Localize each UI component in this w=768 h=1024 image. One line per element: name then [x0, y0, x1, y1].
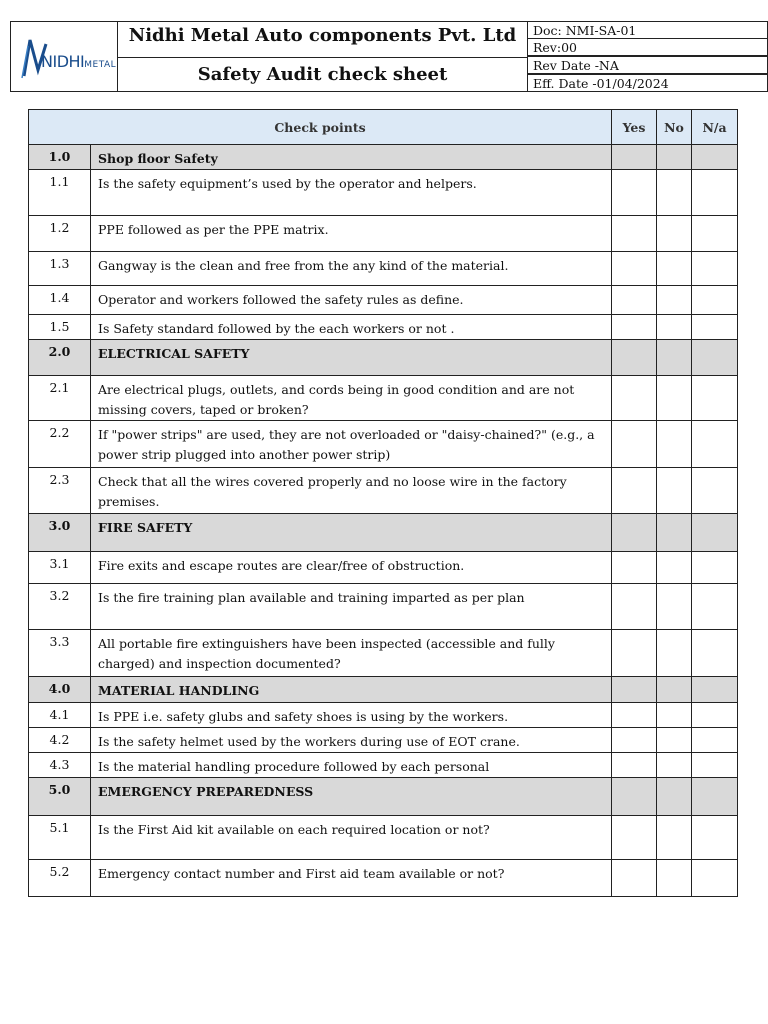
na-cell[interactable]	[692, 753, 738, 778]
checklist-table	[28, 109, 738, 897]
table-row	[29, 315, 738, 340]
section-row	[29, 514, 738, 552]
section-title: ELECTRICAL SAFETY	[91, 340, 612, 376]
na-cell[interactable]	[692, 170, 738, 216]
item-number: 4.0	[29, 677, 91, 703]
yes-cell[interactable]	[612, 286, 657, 315]
no-cell[interactable]	[657, 252, 692, 286]
yes-cell[interactable]	[612, 170, 657, 216]
section-title: EMERGENCY PREPAREDNESS	[91, 778, 612, 816]
no-cell[interactable]	[657, 816, 692, 860]
check-point-text: PPE followed as per the PPE matrix.	[91, 216, 612, 252]
section-row	[29, 677, 738, 703]
check-point-text: Operator and workers followed the safety rules as define.	[91, 286, 612, 315]
item-number: 1.0	[29, 145, 91, 170]
no-cell[interactable]	[657, 584, 692, 630]
item-number: 1.1	[29, 170, 91, 216]
check-point-text: Is the First Aid kit available on each required location or not?	[91, 816, 612, 860]
item-number: 5.1	[29, 816, 91, 860]
item-number: 3.1	[29, 552, 91, 584]
na-cell	[692, 514, 738, 552]
no-cell	[657, 514, 692, 552]
na-cell[interactable]	[692, 468, 738, 514]
na-cell[interactable]	[692, 315, 738, 340]
na-cell[interactable]	[692, 286, 738, 315]
na-cell[interactable]	[692, 728, 738, 753]
check-point-text: Check that all the wires covered properly and no loose wire in the factory premises.	[91, 468, 612, 514]
na-cell	[692, 778, 738, 816]
yes-cell[interactable]	[612, 584, 657, 630]
check-point-text: Fire exits and escape routes are clear/free of obstruction.	[91, 552, 612, 584]
title-cell	[117, 57, 528, 92]
item-number: 2.1	[29, 376, 91, 421]
no-cell[interactable]	[657, 753, 692, 778]
check-point-text: Is the safety equipment’s used by the operator and helpers.	[91, 170, 612, 216]
rev-date-cell	[527, 56, 768, 74]
no-cell	[657, 340, 692, 376]
yes-cell[interactable]	[612, 376, 657, 421]
item-number: 2.3	[29, 468, 91, 514]
check-point-text: Is the fire training plan available and training imparted as per plan	[91, 584, 612, 630]
no-header: No	[657, 110, 692, 145]
na-cell[interactable]	[692, 421, 738, 468]
yes-cell[interactable]	[612, 252, 657, 286]
item-number: 3.0	[29, 514, 91, 552]
no-cell[interactable]	[657, 860, 692, 897]
yes-cell[interactable]	[612, 630, 657, 677]
yes-cell[interactable]	[612, 703, 657, 728]
item-number: 2.0	[29, 340, 91, 376]
item-number: 5.0	[29, 778, 91, 816]
check-point-text: Are electrical plugs, outlets, and cords being in good condition and are not missing covers, taped or broken?	[91, 376, 612, 421]
doc-number: Doc: NMI-SA-01	[533, 23, 637, 38]
check-point-text: If "power strips" are used, they are not overloaded or "daisy-chained?" (e.g., a power strip plugged into another power strip)	[91, 421, 612, 468]
no-cell[interactable]	[657, 216, 692, 252]
no-cell[interactable]	[657, 703, 692, 728]
table-row	[29, 468, 738, 514]
logo-wordmark: NIDHIMETAL	[41, 52, 117, 71]
logo-cell	[10, 21, 118, 92]
yes-cell[interactable]	[612, 816, 657, 860]
item-number: 3.2	[29, 584, 91, 630]
section-row	[29, 145, 738, 170]
table-row	[29, 552, 738, 584]
doc-number-cell	[527, 21, 768, 39]
no-cell[interactable]	[657, 376, 692, 421]
check-point-text: Emergency contact number and First aid team available or not?	[91, 860, 612, 897]
item-number: 3.3	[29, 630, 91, 677]
yes-cell[interactable]	[612, 315, 657, 340]
no-cell[interactable]	[657, 468, 692, 514]
no-cell	[657, 778, 692, 816]
na-cell[interactable]	[692, 552, 738, 584]
revision: Rev:00	[533, 40, 577, 55]
item-number: 4.2	[29, 728, 91, 753]
item-number: 5.2	[29, 860, 91, 897]
item-number: 1.3	[29, 252, 91, 286]
check-point-text: Is Safety standard followed by the each workers or not .	[91, 315, 612, 340]
company-name-cell	[117, 21, 528, 58]
check-points-header: Check points	[29, 110, 612, 145]
na-cell[interactable]	[692, 630, 738, 677]
table-row	[29, 170, 738, 216]
table-row	[29, 753, 738, 778]
company-logo	[21, 36, 117, 80]
item-number: 1.4	[29, 286, 91, 315]
check-point-text: Is PPE i.e. safety glubs and safety shoes is using by the workers.	[91, 703, 612, 728]
table-row	[29, 584, 738, 630]
company-name: Nidhi Metal Auto components Pvt. Ltd	[128, 25, 517, 46]
section-title: FIRE SAFETY	[91, 514, 612, 552]
section-row	[29, 340, 738, 376]
no-cell	[657, 677, 692, 703]
na-cell[interactable]	[692, 216, 738, 252]
table-row	[29, 376, 738, 421]
no-cell[interactable]	[657, 728, 692, 753]
table-row	[29, 252, 738, 286]
na-cell[interactable]	[692, 252, 738, 286]
table-row	[29, 421, 738, 468]
na-cell[interactable]	[692, 584, 738, 630]
item-number: 1.5	[29, 315, 91, 340]
table-row	[29, 216, 738, 252]
na-cell	[692, 677, 738, 703]
yes-header: Yes	[612, 110, 657, 145]
check-point-text: Is the safety helmet used by the workers during use of EOT crane.	[91, 728, 612, 753]
revision-cell	[527, 38, 768, 56]
item-number: 2.2	[29, 421, 91, 468]
eff-date-cell	[527, 74, 768, 92]
no-cell[interactable]	[657, 315, 692, 340]
section-title: Shop floor Safety	[91, 145, 612, 170]
table-row	[29, 630, 738, 677]
item-number: 4.1	[29, 703, 91, 728]
eff-date: Eff. Date -01/04/2024	[533, 76, 669, 91]
table-row	[29, 860, 738, 897]
na-cell	[692, 145, 738, 170]
na-cell[interactable]	[692, 816, 738, 860]
na-cell[interactable]	[692, 376, 738, 421]
document-header	[10, 21, 768, 92]
yes-cell[interactable]	[612, 728, 657, 753]
table-row	[29, 703, 738, 728]
yes-cell[interactable]	[612, 753, 657, 778]
check-point-text: Gangway is the clean and free from the any kind of the material.	[91, 252, 612, 286]
yes-cell	[612, 340, 657, 376]
yes-cell[interactable]	[612, 860, 657, 897]
section-row	[29, 778, 738, 816]
no-cell[interactable]	[657, 552, 692, 584]
table-row	[29, 286, 738, 315]
yes-cell[interactable]	[612, 468, 657, 514]
check-point-text: Is the material handling procedure followed by each personal	[91, 753, 612, 778]
yes-cell[interactable]	[612, 216, 657, 252]
no-cell	[657, 145, 692, 170]
yes-cell[interactable]	[612, 421, 657, 468]
item-number: 1.2	[29, 216, 91, 252]
table-row	[29, 816, 738, 860]
check-point-text: All portable fire extinguishers have been inspected (accessible and fully charged) and inspection documented?	[91, 630, 612, 677]
no-cell[interactable]	[657, 421, 692, 468]
no-cell[interactable]	[657, 286, 692, 315]
yes-cell	[612, 677, 657, 703]
rev-date: Rev Date -NA	[533, 58, 619, 73]
document-title: Safety Audit check sheet	[197, 64, 448, 85]
table-header-row	[29, 110, 738, 145]
no-cell[interactable]	[657, 170, 692, 216]
na-header: N/a	[692, 110, 738, 145]
table-row	[29, 728, 738, 753]
section-title: MATERIAL HANDLING	[91, 677, 612, 703]
yes-cell	[612, 514, 657, 552]
na-cell	[692, 340, 738, 376]
yes-cell	[612, 145, 657, 170]
item-number: 4.3	[29, 753, 91, 778]
na-cell[interactable]	[692, 860, 738, 897]
no-cell[interactable]	[657, 630, 692, 677]
yes-cell	[612, 778, 657, 816]
na-cell[interactable]	[692, 703, 738, 728]
yes-cell[interactable]	[612, 552, 657, 584]
